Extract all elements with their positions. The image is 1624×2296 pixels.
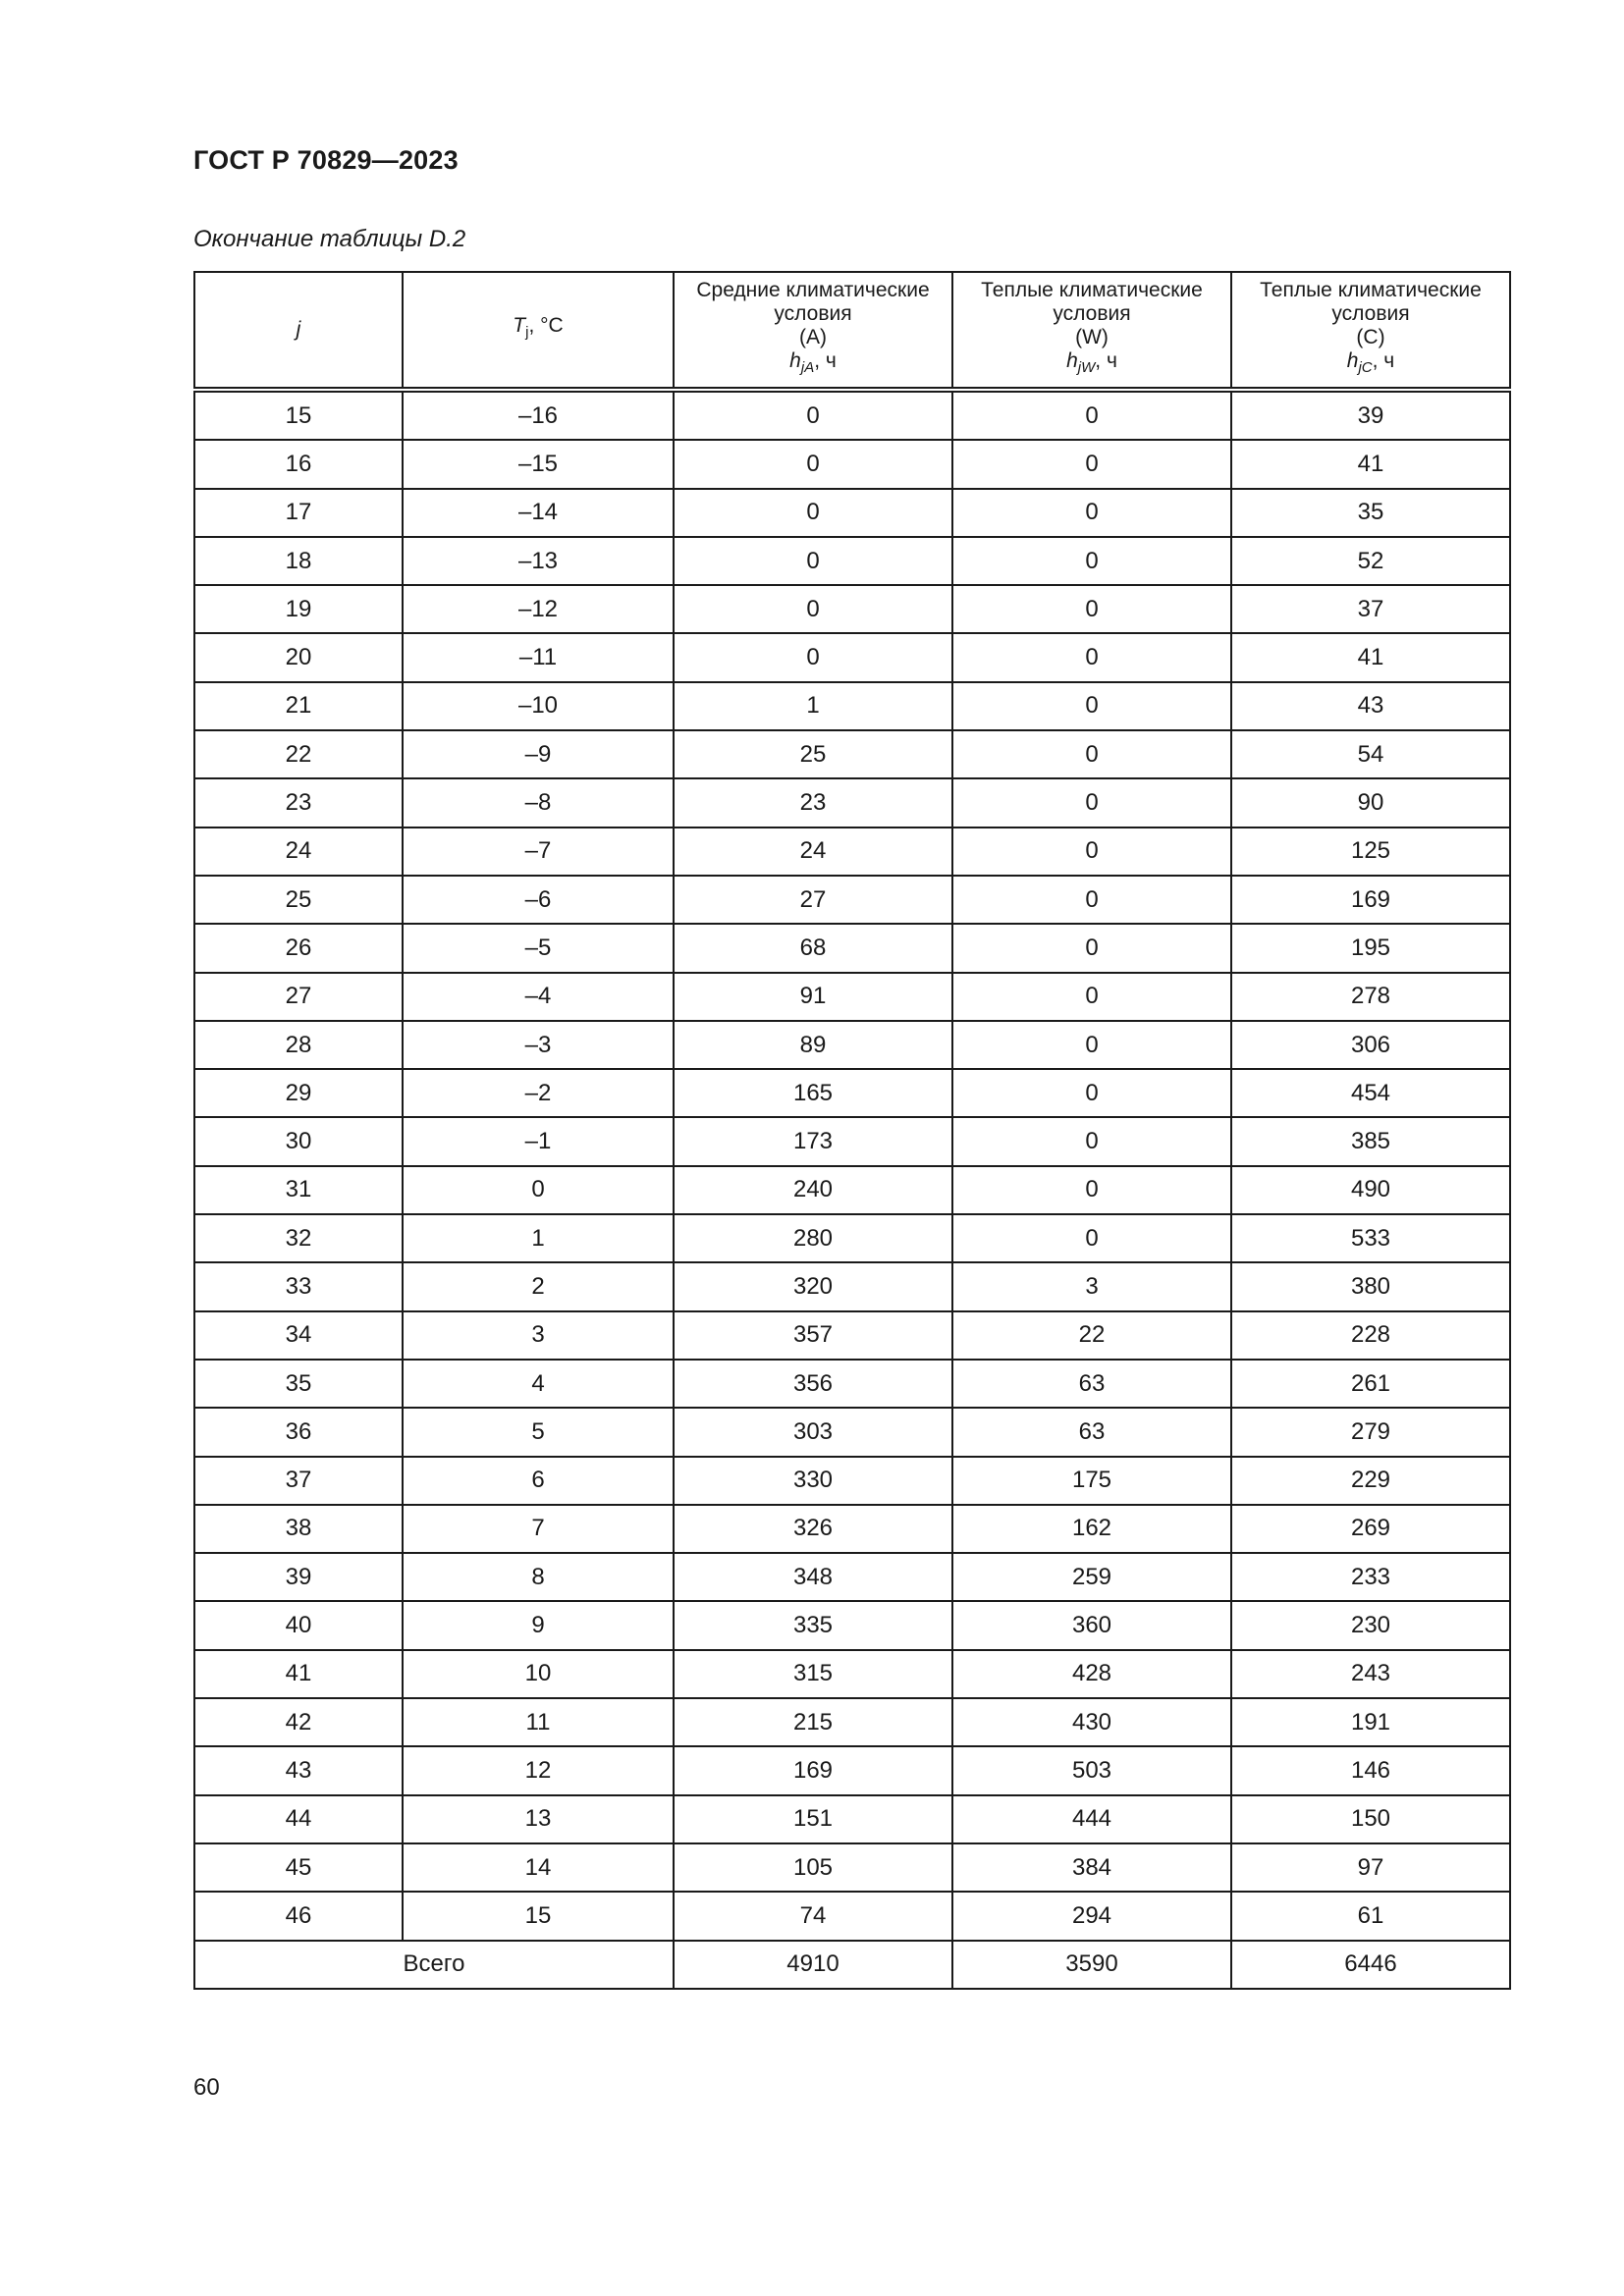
- cell-hours-c: 150: [1231, 1795, 1510, 1843]
- header-j: [194, 272, 403, 390]
- table-header-row: [194, 272, 1510, 390]
- cell-hours-c: 41: [1231, 440, 1510, 488]
- cell-hours-w: 0: [952, 585, 1231, 633]
- table-row: [194, 1311, 1510, 1360]
- table-row: [194, 1069, 1510, 1117]
- cell-j: 46: [194, 1892, 403, 1940]
- cell-j: 34: [194, 1311, 403, 1360]
- cell-hours-c: 169: [1231, 876, 1510, 924]
- header-col-w-symbol: [953, 349, 1230, 380]
- cell-hours-w: 0: [952, 390, 1231, 440]
- cell-hours-a: 0: [674, 390, 952, 440]
- total-a: 4910: [674, 1941, 952, 1989]
- table-row: [194, 1650, 1510, 1698]
- cell-hours-c: 533: [1231, 1214, 1510, 1262]
- cell-hours-a: 0: [674, 489, 952, 537]
- table-row: [194, 1698, 1510, 1746]
- header-col-c-var: h: [1346, 349, 1359, 373]
- cell-hours-a: 165: [674, 1069, 952, 1117]
- cell-hours-a: 280: [674, 1214, 952, 1262]
- cell-hours-c: 146: [1231, 1746, 1510, 1794]
- table-row: [194, 440, 1510, 488]
- cell-hours-a: 0: [674, 633, 952, 681]
- cell-hours-a: 0: [674, 585, 952, 633]
- cell-j: 38: [194, 1505, 403, 1553]
- table-row: [194, 1408, 1510, 1456]
- cell-hours-a: 91: [674, 973, 952, 1021]
- cell-temperature: –7: [403, 828, 674, 876]
- header-j-label: j: [296, 318, 301, 341]
- cell-hours-w: 0: [952, 973, 1231, 1021]
- cell-temperature: –2: [403, 1069, 674, 1117]
- table-row: [194, 1457, 1510, 1505]
- cell-hours-w: 175: [952, 1457, 1231, 1505]
- cell-j: 40: [194, 1601, 403, 1649]
- cell-hours-c: 54: [1231, 730, 1510, 778]
- cell-hours-c: 97: [1231, 1843, 1510, 1892]
- cell-hours-a: 348: [674, 1553, 952, 1601]
- header-t-symbol: T: [513, 314, 526, 338]
- cell-hours-c: 229: [1231, 1457, 1510, 1505]
- cell-hours-a: 335: [674, 1601, 952, 1649]
- cell-hours-w: 3: [952, 1262, 1231, 1310]
- total-w: 3590: [952, 1941, 1231, 1989]
- document-title: ГОСТ Р 70829—2023: [193, 145, 459, 175]
- cell-temperature: 14: [403, 1843, 674, 1892]
- cell-hours-w: 22: [952, 1311, 1231, 1360]
- table-row: [194, 973, 1510, 1021]
- header-t-subscript: j: [525, 324, 529, 342]
- table-row: [194, 1505, 1510, 1553]
- cell-hours-a: 0: [674, 440, 952, 488]
- cell-j: 16: [194, 440, 403, 488]
- table-row: [194, 1214, 1510, 1262]
- cell-hours-c: 191: [1231, 1698, 1510, 1746]
- cell-hours-w: 0: [952, 537, 1231, 585]
- table-row: [194, 1117, 1510, 1165]
- cell-hours-c: 230: [1231, 1601, 1510, 1649]
- cell-hours-c: 125: [1231, 828, 1510, 876]
- cell-j: 35: [194, 1360, 403, 1408]
- cell-temperature: –9: [403, 730, 674, 778]
- cell-hours-w: 0: [952, 1069, 1231, 1117]
- cell-temperature: 10: [403, 1650, 674, 1698]
- cell-temperature: –10: [403, 682, 674, 730]
- cell-hours-a: 169: [674, 1746, 952, 1794]
- cell-hours-w: 384: [952, 1843, 1231, 1892]
- cell-j: 43: [194, 1746, 403, 1794]
- table-row: [194, 633, 1510, 681]
- table-row: [194, 876, 1510, 924]
- header-col-c-line3: (C): [1356, 326, 1385, 349]
- data-table: [193, 271, 1511, 1990]
- cell-j: 32: [194, 1214, 403, 1262]
- cell-temperature: 13: [403, 1795, 674, 1843]
- total-label: Всего: [194, 1941, 674, 1989]
- table-row: [194, 1021, 1510, 1069]
- cell-j: 27: [194, 973, 403, 1021]
- cell-hours-a: 320: [674, 1262, 952, 1310]
- cell-temperature: 2: [403, 1262, 674, 1310]
- cell-j: 20: [194, 633, 403, 681]
- cell-j: 41: [194, 1650, 403, 1698]
- cell-hours-a: 151: [674, 1795, 952, 1843]
- table-row: [194, 489, 1510, 537]
- cell-hours-w: 0: [952, 633, 1231, 681]
- cell-j: 15: [194, 390, 403, 440]
- cell-hours-a: 0: [674, 537, 952, 585]
- header-col-w: [952, 272, 1231, 390]
- header-col-a-line3: (A): [799, 326, 827, 349]
- header-t-unit: , °C: [528, 314, 564, 338]
- cell-hours-c: 39: [1231, 390, 1510, 440]
- cell-hours-c: 41: [1231, 633, 1510, 681]
- cell-hours-a: 240: [674, 1166, 952, 1214]
- cell-temperature: 15: [403, 1892, 674, 1940]
- cell-hours-c: 90: [1231, 778, 1510, 827]
- cell-j: 26: [194, 924, 403, 972]
- cell-j: 42: [194, 1698, 403, 1746]
- cell-j: 37: [194, 1457, 403, 1505]
- cell-hours-w: 430: [952, 1698, 1231, 1746]
- cell-j: 22: [194, 730, 403, 778]
- cell-hours-w: 294: [952, 1892, 1231, 1940]
- header-col-a-var: h: [789, 349, 801, 373]
- cell-hours-w: 360: [952, 1601, 1231, 1649]
- cell-hours-c: 385: [1231, 1117, 1510, 1165]
- table-row: [194, 924, 1510, 972]
- table-body: [194, 390, 1510, 1989]
- cell-j: 17: [194, 489, 403, 537]
- cell-temperature: 6: [403, 1457, 674, 1505]
- header-col-a-sub: jA: [800, 359, 815, 377]
- cell-hours-c: 454: [1231, 1069, 1510, 1117]
- header-col-c-unit: , ч: [1372, 349, 1395, 373]
- cell-hours-w: 0: [952, 924, 1231, 972]
- header-col-a-unit: , ч: [814, 349, 837, 373]
- cell-hours-a: 215: [674, 1698, 952, 1746]
- cell-temperature: 5: [403, 1408, 674, 1456]
- header-col-c-line2: условия: [1331, 302, 1410, 326]
- cell-temperature: –15: [403, 440, 674, 488]
- header-col-c: [1231, 272, 1510, 390]
- cell-hours-a: 89: [674, 1021, 952, 1069]
- cell-hours-a: 315: [674, 1650, 952, 1698]
- cell-j: 29: [194, 1069, 403, 1117]
- table-row: [194, 1746, 1510, 1794]
- table-row: [194, 1360, 1510, 1408]
- header-col-c-line1: Теплые климатические: [1260, 279, 1482, 302]
- cell-hours-c: 278: [1231, 973, 1510, 1021]
- cell-temperature: 9: [403, 1601, 674, 1649]
- header-col-a-line1: Средние климатические: [696, 279, 930, 302]
- cell-hours-a: 23: [674, 778, 952, 827]
- cell-temperature: 1: [403, 1214, 674, 1262]
- header-temperature: [403, 272, 674, 390]
- cell-temperature: –14: [403, 489, 674, 537]
- cell-temperature: 7: [403, 1505, 674, 1553]
- cell-hours-w: 0: [952, 489, 1231, 537]
- table-row: [194, 1553, 1510, 1601]
- cell-temperature: 0: [403, 1166, 674, 1214]
- cell-hours-c: 380: [1231, 1262, 1510, 1310]
- cell-hours-a: 1: [674, 682, 952, 730]
- cell-j: 44: [194, 1795, 403, 1843]
- table-caption: Окончание таблицы D.2: [193, 226, 466, 252]
- cell-hours-a: 303: [674, 1408, 952, 1456]
- header-col-w-line1: Теплые климатические: [981, 279, 1203, 302]
- cell-j: 21: [194, 682, 403, 730]
- header-col-a-line2: условия: [774, 302, 852, 326]
- cell-j: 24: [194, 828, 403, 876]
- cell-hours-a: 356: [674, 1360, 952, 1408]
- cell-hours-a: 74: [674, 1892, 952, 1940]
- cell-j: 23: [194, 778, 403, 827]
- cell-hours-w: 503: [952, 1746, 1231, 1794]
- cell-hours-c: 195: [1231, 924, 1510, 972]
- total-c: 6446: [1231, 1941, 1510, 1989]
- cell-temperature: –5: [403, 924, 674, 972]
- cell-j: 36: [194, 1408, 403, 1456]
- cell-hours-w: 0: [952, 440, 1231, 488]
- table-row: [194, 1262, 1510, 1310]
- table-row: [194, 1892, 1510, 1940]
- table-row: [194, 778, 1510, 827]
- cell-temperature: –4: [403, 973, 674, 1021]
- cell-temperature: 8: [403, 1553, 674, 1601]
- cell-hours-c: 243: [1231, 1650, 1510, 1698]
- cell-hours-w: 162: [952, 1505, 1231, 1553]
- cell-hours-a: 25: [674, 730, 952, 778]
- table-row: [194, 682, 1510, 730]
- cell-temperature: –13: [403, 537, 674, 585]
- cell-hours-a: 27: [674, 876, 952, 924]
- cell-hours-w: 259: [952, 1553, 1231, 1601]
- cell-temperature: –12: [403, 585, 674, 633]
- cell-hours-c: 35: [1231, 489, 1510, 537]
- cell-temperature: –6: [403, 876, 674, 924]
- cell-hours-c: 233: [1231, 1553, 1510, 1601]
- cell-hours-c: 61: [1231, 1892, 1510, 1940]
- table-row: [194, 1601, 1510, 1649]
- cell-hours-w: 0: [952, 876, 1231, 924]
- cell-j: 31: [194, 1166, 403, 1214]
- cell-temperature: –16: [403, 390, 674, 440]
- cell-j: 30: [194, 1117, 403, 1165]
- cell-hours-w: 0: [952, 1021, 1231, 1069]
- cell-hours-c: 279: [1231, 1408, 1510, 1456]
- cell-j: 28: [194, 1021, 403, 1069]
- cell-temperature: –8: [403, 778, 674, 827]
- cell-j: 39: [194, 1553, 403, 1601]
- table-row: [194, 1166, 1510, 1214]
- cell-hours-w: 0: [952, 778, 1231, 827]
- table-row: [194, 537, 1510, 585]
- cell-hours-c: 52: [1231, 537, 1510, 585]
- header-col-w-line2: условия: [1053, 302, 1131, 326]
- cell-hours-c: 269: [1231, 1505, 1510, 1553]
- cell-hours-a: 326: [674, 1505, 952, 1553]
- cell-hours-c: 490: [1231, 1166, 1510, 1214]
- header-col-a-symbol: [675, 349, 951, 380]
- cell-hours-w: 63: [952, 1360, 1231, 1408]
- cell-hours-a: 68: [674, 924, 952, 972]
- cell-j: 45: [194, 1843, 403, 1892]
- cell-j: 25: [194, 876, 403, 924]
- cell-hours-a: 24: [674, 828, 952, 876]
- header-col-c-sub: jC: [1358, 359, 1373, 377]
- cell-hours-w: 0: [952, 1166, 1231, 1214]
- cell-hours-w: 0: [952, 1214, 1231, 1262]
- cell-j: 19: [194, 585, 403, 633]
- cell-hours-a: 173: [674, 1117, 952, 1165]
- table-row: [194, 390, 1510, 440]
- cell-hours-a: 357: [674, 1311, 952, 1360]
- cell-hours-w: 0: [952, 1117, 1231, 1165]
- cell-temperature: 4: [403, 1360, 674, 1408]
- cell-temperature: –3: [403, 1021, 674, 1069]
- table-row: [194, 1795, 1510, 1843]
- cell-hours-c: 228: [1231, 1311, 1510, 1360]
- header-col-c-symbol: [1232, 349, 1509, 380]
- cell-j: 18: [194, 537, 403, 585]
- header-col-w-line3: (W): [1075, 326, 1109, 349]
- cell-j: 33: [194, 1262, 403, 1310]
- cell-hours-w: 428: [952, 1650, 1231, 1698]
- cell-hours-w: 63: [952, 1408, 1231, 1456]
- cell-hours-c: 43: [1231, 682, 1510, 730]
- cell-hours-w: 0: [952, 730, 1231, 778]
- page-number: 60: [193, 2074, 220, 2101]
- cell-hours-w: 0: [952, 682, 1231, 730]
- table-row: [194, 585, 1510, 633]
- cell-temperature: –1: [403, 1117, 674, 1165]
- cell-hours-w: 0: [952, 828, 1231, 876]
- table-row: [194, 730, 1510, 778]
- header-col-w-var: h: [1066, 349, 1078, 373]
- cell-hours-c: 306: [1231, 1021, 1510, 1069]
- cell-temperature: 11: [403, 1698, 674, 1746]
- cell-temperature: –11: [403, 633, 674, 681]
- header-col-w-unit: , ч: [1095, 349, 1117, 373]
- cell-temperature: 12: [403, 1746, 674, 1794]
- cell-hours-c: 261: [1231, 1360, 1510, 1408]
- cell-hours-c: 37: [1231, 585, 1510, 633]
- header-col-a: [674, 272, 952, 390]
- header-col-w-sub: jW: [1077, 359, 1096, 377]
- cell-hours-a: 105: [674, 1843, 952, 1892]
- table-row: [194, 828, 1510, 876]
- table-row: [194, 1843, 1510, 1892]
- cell-hours-w: 444: [952, 1795, 1231, 1843]
- total-row: [194, 1941, 1510, 1989]
- cell-hours-a: 330: [674, 1457, 952, 1505]
- cell-temperature: 3: [403, 1311, 674, 1360]
